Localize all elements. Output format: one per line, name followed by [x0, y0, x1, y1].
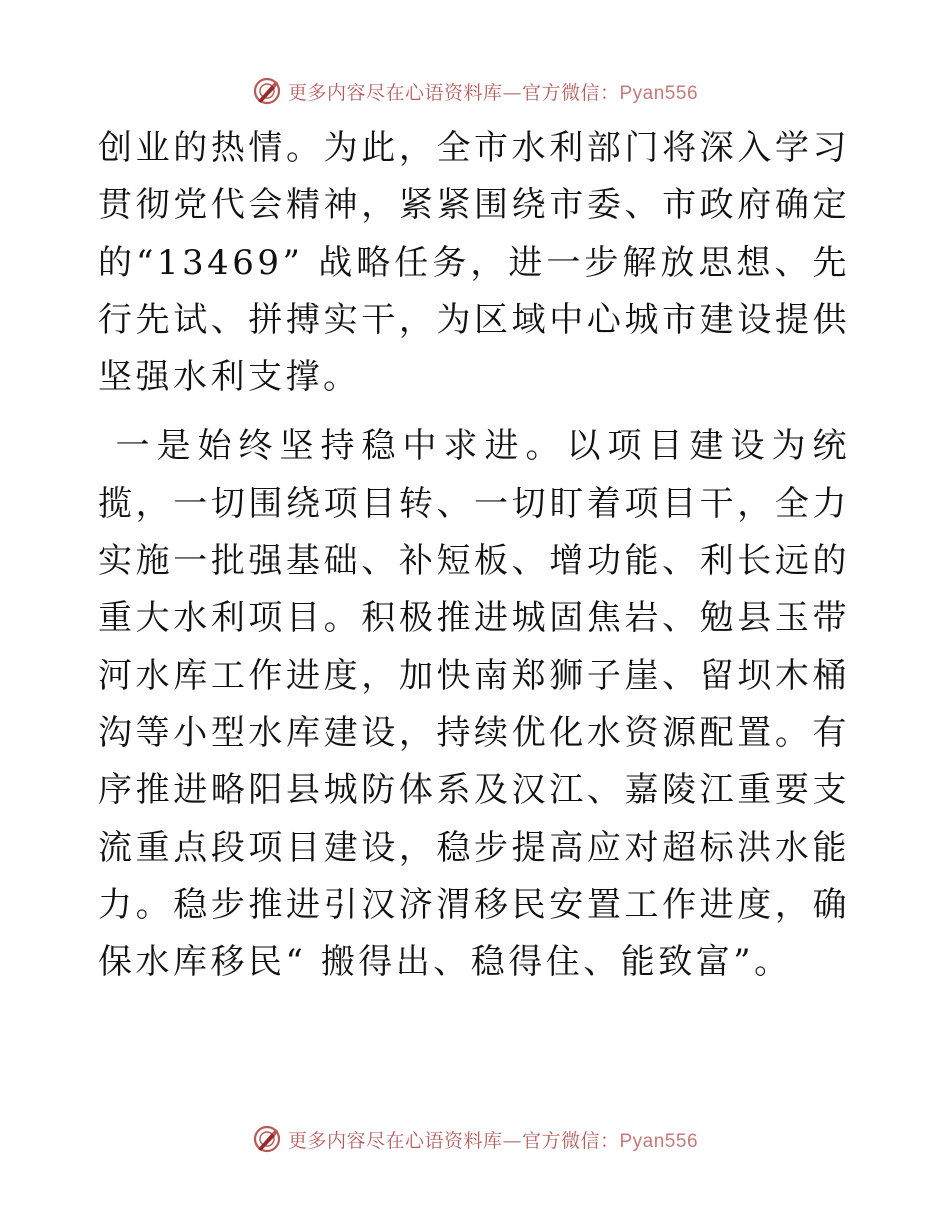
- header-watermark: [0, 76, 950, 106]
- pen-logo-icon: [252, 1124, 282, 1154]
- watermark-separator: —: [502, 1129, 522, 1152]
- watermark-wechat-id: Pyan556: [619, 1130, 699, 1152]
- watermark-wechat-label: 官方微信：: [521, 81, 620, 104]
- watermark-brand: 更多内容尽在心语资料库: [287, 1129, 503, 1152]
- watermark-text: [288, 1126, 698, 1153]
- pen-logo-icon: [252, 76, 282, 106]
- watermark-text: [288, 78, 698, 105]
- watermark-wechat-id: Pyan556: [619, 82, 699, 104]
- paragraph-2: [98, 418, 850, 991]
- watermark-wechat-label: 官方微信：: [521, 1129, 620, 1152]
- paragraph-1: 创业的热情。为此，全市水利部门将深入学习贯彻党代会精神，紧紧围绕市委、市政府确定的“13469” 战略任务，进一步解放思想、先行先试、拼搏实干，为区域中心城市建设提供坚强水利支撑。: [98, 128, 850, 398]
- footer-watermark: [0, 1124, 950, 1154]
- document-body: [98, 120, 850, 991]
- watermark-brand: 更多内容尽在心语资料库: [287, 81, 503, 104]
- watermark-separator: —: [502, 81, 522, 104]
- paragraph-2-text: 一是始终坚持稳中求进。以项目建设为统揽，一切围绕项目转、一切盯着项目干，全力实施一批强基础、补短板、增功能、利长远的重大水利项目。积极推进城固焦岩、勉县玉带河水库工作进度，加快南郑狮子崖、留坝木桶沟等小型水库建设，持续优化水资源配置。有序推进略阳县城防体系及汉江、嘉陵江重要支流重点段项目建设，稳步提高应对超标洪水能力。稳步推进引汉济渭移民安置工作进度，确保水库移民“ 搬得出、稳得住、能致富”。: [98, 426, 850, 983]
